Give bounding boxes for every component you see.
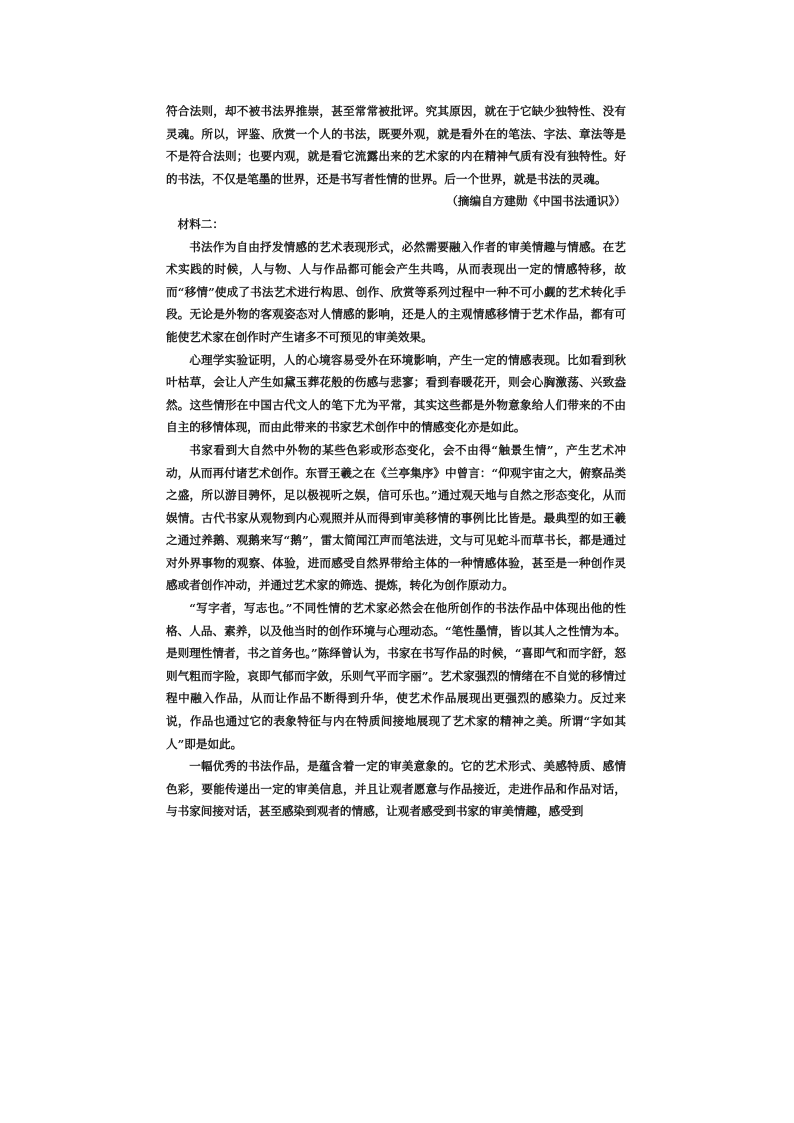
section-heading: 材料二： [177, 216, 224, 231]
body-paragraph: “写字者，写志也。”不同性情的艺术家必然会在他所创作的书法作品中体现出他的性格、人品、素养，以及他当时的创作环境与心理动态。“笔性墨情，皆以其人之性情为本。是则理性情者，书之首务也。”陈绎曾认为，书家在书写作品的时候，“喜即气和而字舒，怒则气粗而字险，哀即气郁而字敛，乐则气平而字丽”。艺术家强烈的情绪在不自觉的移情过程中融入作品，从而让作品不断得到升华，使艺术作品展现出更强烈的感染力。反过来说，作品也通过它的表象特征与内在特质间接地展现了艺术家的精神之美。所谓“字如其人”即是如此。 [166, 601, 626, 751]
continuation-paragraph: 符合法则，却不被书法界推崇，甚至常常被批评。究其原因，就在于它缺少独特性、没有灵魂。所以，评鉴、欣赏一个人的书法，既要外观，就是看外在的笔法、字法、章法等是不是符合法则；也要内观，就是看它流露出来的艺术家的内在精神气质有没有独特性。好的书法，不仅是笔墨的世界，还是书写者性情的世界。后一个世界，就是书法的灵魂。 [166, 104, 626, 186]
source-citation: （摘编自方建勋《中国书法通识》） [446, 194, 626, 209]
document-page [166, 100, 626, 823]
body-paragraph: 心理学实验证明，人的心境容易受外在环境影响，产生一定的情感表现。比如看到秋叶枯草，会让人产生如黛玉葬花般的伤感与悲寥；看到春暖花开，则会心胸激荡、兴致盎然。这些情形在中国古代文人的笔下尤为平常，其实这些都是外物意象给人们带来的不由自主的移情体现，而由此带来的书家艺术创作中的情感变化亦是如此。 [166, 352, 626, 435]
body-paragraph: 一幅优秀的书法作品，是蕴含着一定的审美意象的。它的艺术形式、美感特质、感情色彩，要能传递出一定的审美信息，并且让观者愿意与作品接近，走进作品和作品对话，与书家间接对话，甚至感染到观者的情感，让观者感受到书家的审美情趣，感受到 [166, 759, 626, 819]
body-paragraph: 书家看到大自然中外物的某些色彩或形态变化，会不由得“触景生情”，产生艺术冲动，从而再付诸艺术创作。东晋王羲之在《兰亭集序》中曾言：“仰观宇宙之大，俯察品类之盛，所以游目骋怀，足以极视听之娱，信可乐也。”通过观天地与自然之形态变化，从而娱情。古代书家从观物到内心观照并从而得到审美移情的事例比比皆是。最典型的如王羲之通过养鹅、观鹅来写“鹅”，雷太简闻江声而笔法进，文与可见蛇斗而草书长，都是通过对外界事物的观察、体验，进而感受自然界带给主体的一种情感体验，甚至是一种创作灵感或者创作冲动，并通过艺术家的筛选、提炼，转化为创作原动力。 [166, 442, 626, 593]
body-paragraph: 书法作为自由抒发情感的艺术表现形式，必然需要融入作者的审美情趣与情感。在艺术实践的时候，人与物、人与作品都可能会产生共鸣，从而表现出一定的情感特移，故而“移情”使成了书法艺术进行构思、创作、欣赏等系列过程中一种不可小觑的艺术转化手段。无论是外物的客观姿态对人情感的影响，还是人的主观情感移情于艺术作品，都有可能使艺术家在创作时产生诸多不可预见的审美效果。 [166, 239, 626, 344]
